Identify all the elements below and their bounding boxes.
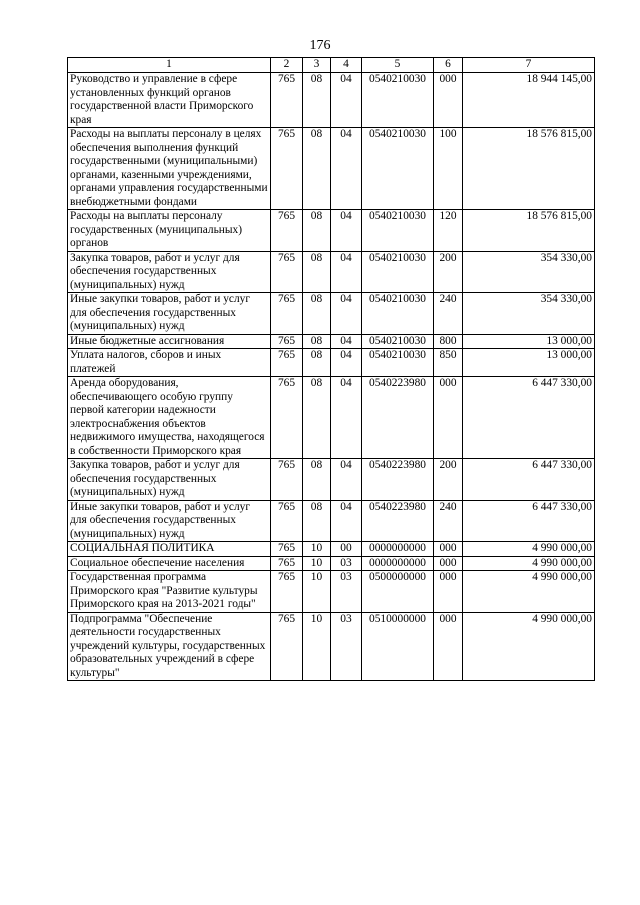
row-code-ministry: 765: [271, 334, 303, 349]
row-code-subsection: 04: [331, 349, 362, 377]
row-name: Закупка товаров, работ и услуг для обеспечения государственных (муниципальных) нужд: [68, 251, 271, 293]
row-code-section: 08: [303, 500, 331, 542]
row-code-subsection: 04: [331, 459, 362, 501]
row-code-subsection: 04: [331, 128, 362, 210]
row-code-subsection: 04: [331, 293, 362, 335]
row-code-expense-type: 200: [434, 251, 463, 293]
row-code-expense-type: 000: [434, 377, 463, 459]
row-code-section: 10: [303, 571, 331, 613]
row-code-section: 08: [303, 210, 331, 252]
table-row: [68, 556, 595, 571]
row-code-target: 0540223980: [362, 500, 434, 542]
table-row: [68, 612, 595, 681]
row-amount: 18 576 815,00: [463, 128, 595, 210]
row-amount: 4 990 000,00: [463, 556, 595, 571]
row-code-ministry: 765: [271, 73, 303, 128]
row-amount: 4 990 000,00: [463, 571, 595, 613]
row-code-expense-type: 000: [434, 612, 463, 681]
table-row: [68, 349, 595, 377]
row-code-target: 0540210030: [362, 128, 434, 210]
row-amount: 6 447 330,00: [463, 500, 595, 542]
table-row: [68, 571, 595, 613]
row-code-target: 0540210030: [362, 251, 434, 293]
row-name: Закупка товаров, работ и услуг для обеспечения государственных (муниципальных) нужд: [68, 459, 271, 501]
row-code-target: 0500000000: [362, 571, 434, 613]
row-code-section: 08: [303, 349, 331, 377]
row-code-ministry: 765: [271, 612, 303, 681]
table-row: [68, 251, 595, 293]
row-code-expense-type: 850: [434, 349, 463, 377]
row-name: Иные бюджетные ассигнования: [68, 334, 271, 349]
row-code-section: 08: [303, 334, 331, 349]
row-code-expense-type: 000: [434, 571, 463, 613]
row-amount: 6 447 330,00: [463, 377, 595, 459]
row-name: Аренда оборудования, обеспечивающего особую группу первой категории надежности электроснабжения объектов недвижимого имущества, находящегося в собственности Приморского края: [68, 377, 271, 459]
row-code-expense-type: 000: [434, 556, 463, 571]
row-code-ministry: 765: [271, 293, 303, 335]
table-row: [68, 73, 595, 128]
row-amount: 6 447 330,00: [463, 459, 595, 501]
row-code-target: 0540210030: [362, 334, 434, 349]
header-col-3: 3: [303, 58, 331, 73]
row-code-subsection: 03: [331, 556, 362, 571]
row-code-target: 0000000000: [362, 542, 434, 557]
row-amount: 18 944 145,00: [463, 73, 595, 128]
row-code-target: 0540223980: [362, 377, 434, 459]
row-code-subsection: 00: [331, 542, 362, 557]
row-amount: 13 000,00: [463, 334, 595, 349]
row-code-subsection: 04: [331, 251, 362, 293]
row-code-subsection: 04: [331, 377, 362, 459]
row-code-ministry: 765: [271, 251, 303, 293]
page-number: 176: [309, 38, 331, 53]
row-code-ministry: 765: [271, 459, 303, 501]
row-code-expense-type: 800: [434, 334, 463, 349]
row-code-expense-type: 100: [434, 128, 463, 210]
row-code-subsection: 03: [331, 571, 362, 613]
row-code-expense-type: 120: [434, 210, 463, 252]
table-row: [68, 542, 595, 557]
header-row: [68, 58, 595, 73]
row-amount: 4 990 000,00: [463, 612, 595, 681]
row-code-target: 0540210030: [362, 349, 434, 377]
row-code-expense-type: 000: [434, 73, 463, 128]
row-code-expense-type: 240: [434, 500, 463, 542]
row-code-section: 08: [303, 73, 331, 128]
row-code-subsection: 04: [331, 334, 362, 349]
row-name: Государственная программа Приморского края "Развитие культуры Приморского края на 2013-2021 годы": [68, 571, 271, 613]
table-row: [68, 128, 595, 210]
row-name: Подпрограмма "Обеспечение деятельности государственных учреждений культуры, государственных образовательных учреждений в сфере культуры": [68, 612, 271, 681]
row-name: Иные закупки товаров, работ и услуг для обеспечения государственных (муниципальных) нужд: [68, 500, 271, 542]
row-name: Расходы на выплаты персоналу государственных (муниципальных) органов: [68, 210, 271, 252]
header-col-1: 1: [68, 58, 271, 73]
row-code-target: 0540210030: [362, 73, 434, 128]
row-code-ministry: 765: [271, 349, 303, 377]
row-code-subsection: 04: [331, 500, 362, 542]
table-row: [68, 500, 595, 542]
row-code-section: 10: [303, 542, 331, 557]
table-row: [68, 334, 595, 349]
row-code-section: 08: [303, 128, 331, 210]
row-code-target: 0540210030: [362, 293, 434, 335]
row-code-section: 08: [303, 293, 331, 335]
header-col-5: 5: [362, 58, 434, 73]
row-code-ministry: 765: [271, 377, 303, 459]
row-code-subsection: 04: [331, 210, 362, 252]
row-code-section: 08: [303, 251, 331, 293]
row-name: Уплата налогов, сборов и иных платежей: [68, 349, 271, 377]
row-name: Социальное обеспечение населения: [68, 556, 271, 571]
table-row: [68, 459, 595, 501]
row-name: Иные закупки товаров, работ и услуг для обеспечения государственных (муниципальных) нужд: [68, 293, 271, 335]
row-code-section: 08: [303, 377, 331, 459]
row-amount: 354 330,00: [463, 251, 595, 293]
row-code-ministry: 765: [271, 556, 303, 571]
row-name: Расходы на выплаты персоналу в целях обеспечения выполнения функций государственными (муниципальными) органами, казенными учреждениями, органами управления государственными внебюджетными фондами: [68, 128, 271, 210]
row-code-expense-type: 200: [434, 459, 463, 501]
row-code-target: 0000000000: [362, 556, 434, 571]
row-code-target: 0540210030: [362, 210, 434, 252]
row-code-subsection: 04: [331, 73, 362, 128]
row-code-section: 08: [303, 459, 331, 501]
row-code-section: 10: [303, 612, 331, 681]
row-amount: 354 330,00: [463, 293, 595, 335]
row-amount: 18 576 815,00: [463, 210, 595, 252]
header-col-7: 7: [463, 58, 595, 73]
header-col-2: 2: [271, 58, 303, 73]
row-code-ministry: 765: [271, 128, 303, 210]
row-code-subsection: 03: [331, 612, 362, 681]
row-name: Руководство и управление в сфере установленных функций органов государственной власти Приморского края: [68, 73, 271, 128]
row-code-target: 0540223980: [362, 459, 434, 501]
header-col-6: 6: [434, 58, 463, 73]
row-code-ministry: 765: [271, 500, 303, 542]
row-code-section: 10: [303, 556, 331, 571]
row-code-ministry: 765: [271, 571, 303, 613]
row-code-expense-type: 000: [434, 542, 463, 557]
row-code-ministry: 765: [271, 210, 303, 252]
budget-table: [67, 57, 595, 681]
row-code-expense-type: 240: [434, 293, 463, 335]
table-row: [68, 293, 595, 335]
header-col-4: 4: [331, 58, 362, 73]
table-row: [68, 377, 595, 459]
row-amount: 13 000,00: [463, 349, 595, 377]
row-code-target: 0510000000: [362, 612, 434, 681]
row-code-ministry: 765: [271, 542, 303, 557]
row-name: СОЦИАЛЬНАЯ ПОЛИТИКА: [68, 542, 271, 557]
table-row: [68, 210, 595, 252]
row-amount: 4 990 000,00: [463, 542, 595, 557]
